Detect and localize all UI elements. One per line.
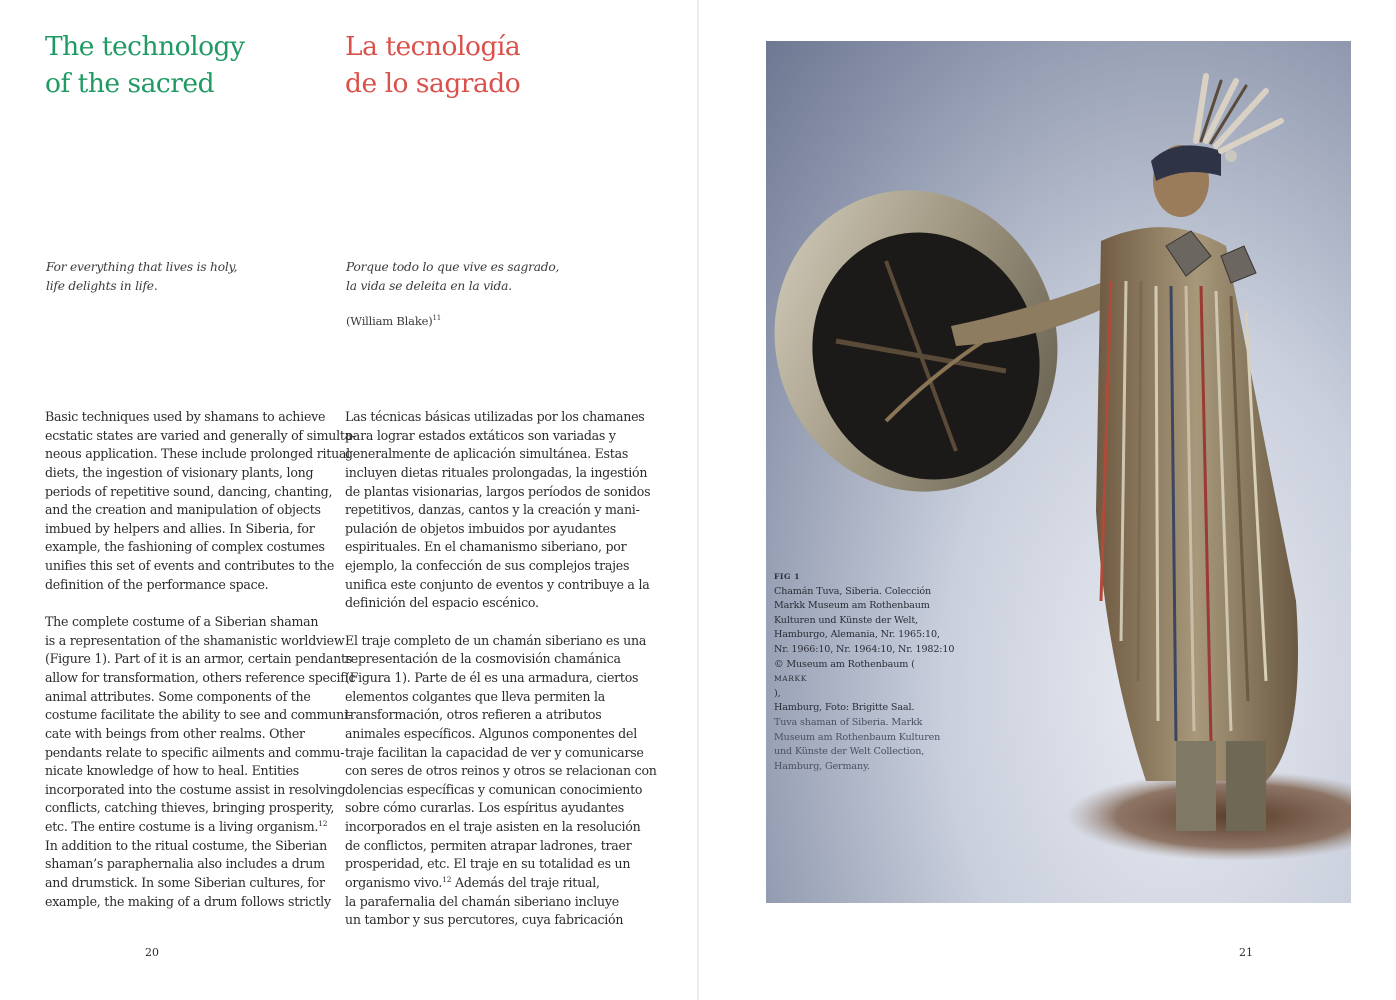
body-line: pendants relate to specific ailments and commu- <box>45 744 345 760</box>
body-line: In addition to the ritual costume, the Siberian <box>45 837 327 853</box>
page-number-left: 20 <box>145 946 159 959</box>
spanish-epigraph <box>346 258 559 295</box>
epigraph-attribution <box>346 314 441 328</box>
paragraph-gap <box>345 613 645 632</box>
body-line: example, the making of a drum follows strictly <box>45 893 331 909</box>
spanish-title-line: de lo sagrado <box>345 68 521 99</box>
museum-abbr: MARKK <box>774 674 807 684</box>
body-line <box>345 874 645 893</box>
spanish-title-line: La tecnología <box>345 31 521 62</box>
museum-suffix: ), <box>774 687 781 699</box>
english-epigraph <box>46 258 237 295</box>
body-line: incorporated into the costume assist in resolving <box>45 781 346 797</box>
body-line: definition of the performance space. <box>45 576 269 592</box>
epigraph-line: la vida se deleita en la vida. <box>346 278 512 293</box>
epigraph-line: Porque todo lo que vive es sagrado, <box>346 260 560 274</box>
epigraph-line: life delights in life. <box>46 278 158 293</box>
caption-photo-credit: Hamburg, Foto: Brigitte Saal. <box>774 702 915 714</box>
body-line: The complete costume of a Siberian shaman <box>45 614 319 630</box>
figure-label: FIG 1 <box>774 572 801 581</box>
body-line: transformación, otros refieren a atributos <box>345 707 602 723</box>
body-line: (Figure 1). Part of it is an armor, certain pendants <box>45 651 352 667</box>
caption-line-es: Chamán Tuva, Siberia. Colección <box>774 585 932 597</box>
caption-museum-line <box>774 658 954 702</box>
body-line: prosperidad, etc. El traje en su totalidad es un <box>345 856 631 872</box>
body-line: para lograr estados extáticos son variadas y <box>345 427 616 443</box>
caption-line-es: Hamburgo, Alemania, Nr. 1965:10, <box>774 629 940 641</box>
body-line: diets, the ingestion of visionary plants, long <box>45 464 314 480</box>
body-line: la parafernalia del chamán siberiano incluye <box>345 893 619 909</box>
body-line: generalmente de aplicación simultánea. Estas <box>345 446 629 462</box>
footnote-ref: 12 <box>442 875 452 885</box>
caption-line-es: Kulturen und Künste der Welt, <box>774 614 918 626</box>
shaman-leg <box>1226 741 1266 831</box>
body-line: incorporados en el traje asisten en la resolución <box>345 819 641 835</box>
spanish-body-text <box>345 408 657 930</box>
body-line-text: etc. The entire costume is a living organism. <box>45 819 319 835</box>
body-line: de conflictos, permiten atrapar ladrones, traer <box>345 837 632 853</box>
body-line: sobre cómo curarlas. Los espíritus ayudantes <box>345 800 624 816</box>
english-title-line: of the sacred <box>45 68 215 99</box>
body-line: espirituales. En el chamanismo siberiano, por <box>345 539 627 555</box>
caption-line-en: Hamburg, Germany. <box>774 760 870 772</box>
body-line-text: Además del traje ritual, <box>451 875 600 891</box>
footnote-ref: 12 <box>318 819 328 829</box>
body-line: cate with beings from other realms. Other <box>45 725 305 741</box>
body-line: example, the fashioning of complex costumes <box>45 539 325 555</box>
body-line: allow for transformation, others reference specific <box>45 669 356 685</box>
attribution-text: (William Blake) <box>346 314 433 328</box>
body-line: animal attributes. Some components of the <box>45 688 311 704</box>
caption-line-es: Nr. 1966:10, Nr. 1964:10, Nr. 1982:10 <box>774 643 955 655</box>
body-line: is a representation of the shamanistic worldview <box>45 632 345 648</box>
body-line <box>45 818 335 837</box>
caption-line-en: Tuva shaman of Siberia. Markk <box>774 716 923 728</box>
body-line: un tambor y sus percutores, cuya fabricación <box>345 912 624 928</box>
english-title <box>45 28 244 102</box>
body-line: de plantas visionarias, largos períodos de sonidos <box>345 483 651 499</box>
footnote-ref: 11 <box>432 314 441 322</box>
museum-prefix: © Museum am Rothenbaum ( <box>774 658 915 670</box>
body-line: con seres de otros reinos y otros se relacionan con <box>345 763 657 779</box>
body-line: animales específicos. Algunos componentes del <box>345 725 637 741</box>
headdress-ornament <box>1225 150 1237 162</box>
english-body-text <box>45 408 356 911</box>
body-line: dolencias específicas y comunican conocimiento <box>345 781 643 797</box>
body-line: representación de la cosmovisión chamánica <box>345 651 621 667</box>
body-line: and drumstick. In some Siberian cultures, for <box>45 875 325 891</box>
caption-line-es: Markk Museum am Rothenbaum <box>774 600 930 612</box>
body-line: and the creation and manipulation of objects <box>45 502 321 518</box>
body-line: traje facilitan la capacidad de ver y comunicarse <box>345 744 644 760</box>
body-line: Las técnicas básicas utilizadas por los chamanes <box>345 409 645 424</box>
caption-line-en: Museum am Rothenbaum Kulturen <box>774 731 941 743</box>
body-line: periods of repetitive sound, dancing, chanting, <box>45 483 333 499</box>
body-line: neous application. These include prolonged ritual <box>45 446 350 462</box>
body-line: El traje completo de un chamán siberiano es una <box>345 632 647 648</box>
page-number-right: 21 <box>1239 946 1253 959</box>
english-title-line: The technology <box>45 31 245 62</box>
shaman-leg <box>1176 741 1216 831</box>
body-line: imbued by helpers and allies. In Siberia, for <box>45 520 315 536</box>
paragraph-gap <box>45 594 335 613</box>
body-line: incluyen dietas rituales prolongadas, la ingestión <box>345 464 648 480</box>
body-line: costume facilitate the ability to see and communi- <box>45 707 352 723</box>
body-line: Basic techniques used by shamans to achieve <box>45 409 326 424</box>
body-line: unifica este conjunto de eventos y contribuye a la <box>345 576 650 592</box>
body-line: nicate knowledge of how to heal. Entities <box>45 763 300 779</box>
body-line: pulación de objetos imbuidos por ayudantes <box>345 520 616 536</box>
body-line: ejemplo, la confección de sus complejos trajes <box>345 558 630 574</box>
spanish-title <box>345 28 520 102</box>
figure-caption <box>774 570 954 774</box>
body-line: unifies this set of events and contributes to the <box>45 558 335 574</box>
epigraph-line: For everything that lives is holy, <box>46 260 238 274</box>
body-line: elementos colgantes que lleva permiten la <box>345 688 606 704</box>
body-line: ecstatic states are varied and generally of simulta- <box>45 427 356 443</box>
body-line: shaman’s paraphernalia also includes a drum <box>45 856 325 872</box>
body-line: repetitivos, danzas, cantos y la creación y mani- <box>345 502 640 518</box>
caption-line-en: und Künste der Welt Collection, <box>774 746 925 758</box>
body-line-text: organismo vivo. <box>345 875 443 891</box>
body-line: conflicts, catching thieves, bringing prosperity, <box>45 800 335 816</box>
body-line: (Figura 1). Parte de él es una armadura, ciertos <box>345 669 639 685</box>
body-line: definición del espacio escénico. <box>345 595 539 611</box>
